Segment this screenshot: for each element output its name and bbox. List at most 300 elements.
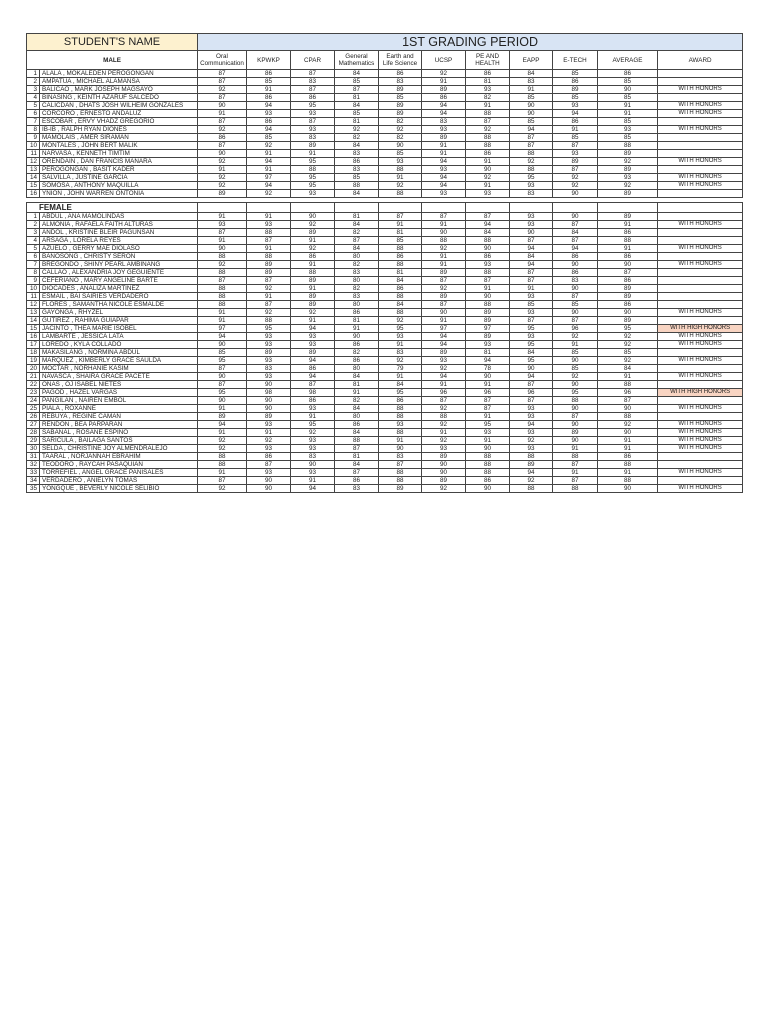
grade-cell: 91 [247, 213, 291, 221]
row-number: 31 [27, 453, 40, 461]
grade-cell: 90 [510, 365, 553, 373]
grade-cell: 89 [553, 86, 598, 94]
grade-cell: 87 [510, 142, 553, 150]
table-row [27, 150, 743, 158]
grade-cell: 86 [198, 134, 247, 142]
grade-cell: 84 [335, 405, 379, 413]
student-name: AMPATUA , MICHAEL ALAMANSA [40, 78, 198, 86]
grade-cell: 87 [291, 118, 335, 126]
grade-cell: 90 [198, 245, 247, 253]
grade-cell: 93 [247, 357, 291, 365]
grade-cell: 85 [510, 118, 553, 126]
row-number: 9 [27, 134, 40, 142]
empty-cell [658, 203, 743, 213]
table-row [27, 174, 743, 182]
table-row [27, 421, 743, 429]
grade-cell: 91 [553, 341, 598, 349]
grade-cell: 85 [335, 110, 379, 118]
average-cell: 89 [598, 150, 658, 158]
grade-cell: 93 [466, 429, 510, 437]
row-number: 12 [27, 158, 40, 166]
student-name: CEFERIANO , MARY ANGELINE BARTE [40, 277, 198, 285]
grade-cell: 94 [291, 485, 335, 493]
row-number: 5 [27, 102, 40, 110]
grade-cell: 91 [291, 261, 335, 269]
grade-cell: 88 [335, 437, 379, 445]
award-cell: WITH HONORS [658, 421, 743, 429]
female-section-row [27, 203, 743, 213]
grade-cell: 86 [335, 309, 379, 317]
award-cell [658, 237, 743, 245]
grade-cell: 89 [379, 110, 422, 118]
average-cell: 85 [598, 118, 658, 126]
award-cell [658, 70, 743, 78]
grade-cell: 85 [553, 134, 598, 142]
award-cell: WITH HONORS [658, 110, 743, 118]
row-number: 10 [27, 285, 40, 293]
column-header-average: AVERAGE [598, 51, 658, 70]
grade-cell: 93 [379, 158, 422, 166]
student-name: MARQUEZ , KIMBERLY GRACE SAULDA [40, 357, 198, 365]
grade-cell: 83 [335, 150, 379, 158]
grade-cell: 82 [335, 261, 379, 269]
grade-cell: 92 [422, 245, 466, 253]
average-cell: 90 [598, 309, 658, 317]
grade-cell: 85 [379, 237, 422, 245]
student-name: SABANAL , ROSANE ESPINO [40, 429, 198, 437]
grade-cell: 86 [466, 70, 510, 78]
grade-cell: 94 [422, 373, 466, 381]
average-cell: 92 [598, 341, 658, 349]
grade-cell: 87 [466, 405, 510, 413]
female-section-header: FEMALE [27, 203, 198, 213]
grade-cell: 92 [198, 182, 247, 190]
grade-cell: 91 [379, 174, 422, 182]
grade-cell: 90 [466, 485, 510, 493]
table-row [27, 253, 743, 261]
grade-cell: 88 [198, 285, 247, 293]
grade-cell: 95 [291, 174, 335, 182]
grade-cell: 92 [291, 221, 335, 229]
grade-cell: 90 [198, 341, 247, 349]
grade-cell: 98 [291, 389, 335, 397]
grade-cell: 88 [379, 429, 422, 437]
grade-cell: 91 [422, 142, 466, 150]
grade-cell: 85 [510, 94, 553, 102]
grade-cell: 87 [247, 277, 291, 285]
student-name: BALICAO , MARK JOSEPH MAGSAYO [40, 86, 198, 94]
table-row [27, 277, 743, 285]
grade-cell: 95 [291, 102, 335, 110]
grade-cell: 82 [466, 94, 510, 102]
average-cell: 87 [598, 269, 658, 277]
grade-cell: 90 [553, 261, 598, 269]
grade-cell: 93 [510, 221, 553, 229]
average-cell: 89 [598, 293, 658, 301]
average-cell: 91 [598, 110, 658, 118]
grade-cell: 91 [247, 293, 291, 301]
table-row [27, 373, 743, 381]
grade-cell: 84 [335, 373, 379, 381]
award-cell: WITH HONORS [658, 182, 743, 190]
award-cell [658, 229, 743, 237]
grade-cell: 85 [247, 78, 291, 86]
student-name: JACINTO , THEA MARIE ISOBEL [40, 325, 198, 333]
grade-cell: 94 [422, 102, 466, 110]
table-row [27, 301, 743, 309]
student-name: YONGQUE , BEVERLY NICOLE SELIBIO [40, 485, 198, 493]
grade-cell: 92 [379, 182, 422, 190]
table-row [27, 118, 743, 126]
grade-cell: 92 [379, 357, 422, 365]
grade-cell: 93 [553, 150, 598, 158]
grade-cell: 94 [422, 110, 466, 118]
grade-cell: 92 [553, 182, 598, 190]
grade-cell: 87 [291, 70, 335, 78]
grade-cell: 90 [422, 469, 466, 477]
award-cell: WITH HIGH HONORS [658, 325, 743, 333]
grade-cell: 93 [291, 405, 335, 413]
average-cell: 91 [598, 245, 658, 253]
table-row [27, 285, 743, 293]
grade-cell: 87 [510, 269, 553, 277]
average-cell: 89 [598, 285, 658, 293]
grade-cell: 88 [198, 269, 247, 277]
grade-cell: 87 [247, 461, 291, 469]
grade-cell: 83 [422, 118, 466, 126]
grade-cell: 84 [335, 142, 379, 150]
grade-cell: 86 [335, 421, 379, 429]
column-header-pe-and-health: PE AND HEALTH [466, 51, 510, 70]
grade-cell: 88 [291, 166, 335, 174]
average-cell: 90 [598, 485, 658, 493]
grade-cell: 92 [198, 445, 247, 453]
average-cell: 88 [598, 461, 658, 469]
average-cell: 84 [598, 365, 658, 373]
award-cell: WITH HONORS [658, 86, 743, 94]
grade-cell: 87 [553, 461, 598, 469]
grade-cell: 88 [379, 309, 422, 317]
grade-cell: 88 [422, 413, 466, 421]
grade-cell: 82 [335, 285, 379, 293]
grade-cell: 91 [422, 317, 466, 325]
table-row [27, 389, 743, 397]
grade-cell: 85 [379, 150, 422, 158]
grading-period-header: 1ST GRADING PERIOD [198, 34, 743, 51]
grade-cell: 88 [510, 453, 553, 461]
student-name: RENDON , BEA PARPARAN [40, 421, 198, 429]
average-cell: 90 [598, 429, 658, 437]
row-number: 26 [27, 413, 40, 421]
average-cell: 89 [598, 166, 658, 174]
grade-cell: 81 [335, 453, 379, 461]
grade-cell: 88 [379, 477, 422, 485]
grade-cell: 93 [247, 469, 291, 477]
grade-cell: 90 [247, 397, 291, 405]
table-row [27, 110, 743, 118]
award-cell: WITH HONORS [658, 126, 743, 134]
empty-cell [422, 203, 466, 213]
grade-cell: 86 [247, 70, 291, 78]
grade-cell: 83 [247, 365, 291, 373]
student-name: MAMOLAIS , AMER SIRAMAN [40, 134, 198, 142]
grade-cell: 84 [510, 70, 553, 78]
grade-cell: 87 [466, 213, 510, 221]
grade-cell: 87 [553, 477, 598, 485]
table-row [27, 213, 743, 221]
student-name: SOMOSA , ANTHONY MAQUILLA [40, 182, 198, 190]
student-name: TORREFIEL , ANGEL GRACE PANISALES [40, 469, 198, 477]
student-name: GAYONGA , RHYZEL [40, 309, 198, 317]
grade-cell: 84 [335, 245, 379, 253]
grade-cell: 81 [379, 269, 422, 277]
grade-cell: 86 [553, 269, 598, 277]
average-cell: 86 [598, 277, 658, 285]
grade-cell: 92 [198, 174, 247, 182]
award-cell: WITH HONORS [658, 174, 743, 182]
grade-cell: 92 [247, 309, 291, 317]
grade-cell: 89 [291, 293, 335, 301]
row-number: 18 [27, 349, 40, 357]
grade-cell: 94 [510, 126, 553, 134]
grade-cell: 92 [422, 285, 466, 293]
grade-cell: 86 [466, 253, 510, 261]
grade-cell: 89 [422, 293, 466, 301]
grade-cell: 93 [247, 373, 291, 381]
grade-cell: 90 [510, 110, 553, 118]
grade-cell: 93 [291, 341, 335, 349]
grade-cell: 93 [510, 213, 553, 221]
award-cell [658, 293, 743, 301]
student-name: AZUELO , GERRY MAE DIOLASO [40, 245, 198, 253]
award-cell: WITH HONORS [658, 221, 743, 229]
grade-cell: 90 [198, 397, 247, 405]
grade-cell: 88 [466, 453, 510, 461]
row-number: 24 [27, 397, 40, 405]
student-name: BREGONDO , SHINY PEARL AMBINANG [40, 261, 198, 269]
grade-cell: 86 [335, 341, 379, 349]
average-cell: 91 [598, 221, 658, 229]
grade-cell: 93 [510, 413, 553, 421]
grade-cell: 89 [291, 229, 335, 237]
column-header-eapp: EAPP [510, 51, 553, 70]
row-number: 35 [27, 485, 40, 493]
grade-cell: 91 [379, 373, 422, 381]
grade-cell: 91 [466, 102, 510, 110]
grade-cell: 89 [466, 333, 510, 341]
table-row [27, 134, 743, 142]
grade-cell: 85 [335, 174, 379, 182]
student-name: IB-IB , RALPH RYAN DIONES [40, 126, 198, 134]
row-number: 5 [27, 245, 40, 253]
grade-cell: 87 [510, 277, 553, 285]
grade-cell: 91 [553, 126, 598, 134]
grade-cell: 94 [466, 221, 510, 229]
average-cell: 85 [598, 134, 658, 142]
grade-cell: 92 [335, 126, 379, 134]
grade-cell: 94 [466, 357, 510, 365]
student-name: LOREDO , KYLA COLLADO [40, 341, 198, 349]
student-name: MOCTAR , NORHANIE KASIM [40, 365, 198, 373]
grade-cell: 93 [379, 421, 422, 429]
grade-cell: 88 [198, 453, 247, 461]
grade-cell: 92 [422, 485, 466, 493]
average-cell: 93 [598, 174, 658, 182]
table-row [27, 413, 743, 421]
award-cell: WITH HONORS [658, 437, 743, 445]
award-cell: WITH HONORS [658, 485, 743, 493]
grade-cell: 88 [198, 293, 247, 301]
grade-cell: 93 [291, 190, 335, 198]
grade-cell: 91 [198, 429, 247, 437]
grade-cell: 87 [198, 277, 247, 285]
grade-cell: 88 [379, 190, 422, 198]
grade-cell: 94 [553, 110, 598, 118]
grade-cell: 82 [335, 229, 379, 237]
award-cell [658, 277, 743, 285]
table-row [27, 397, 743, 405]
grade-cell: 92 [198, 86, 247, 94]
award-cell [658, 365, 743, 373]
grade-cell: 95 [379, 389, 422, 397]
grade-cell: 96 [510, 389, 553, 397]
grade-cell: 93 [466, 190, 510, 198]
grade-cell: 86 [379, 285, 422, 293]
grade-cell: 91 [422, 261, 466, 269]
row-number: 12 [27, 301, 40, 309]
student-name: BANOSONG , CHRISTY SERON [40, 253, 198, 261]
grade-cell: 88 [466, 134, 510, 142]
grade-cell: 87 [335, 86, 379, 94]
grade-cell: 82 [335, 134, 379, 142]
column-header-ucsp: UCSP [422, 51, 466, 70]
grade-cell: 90 [379, 142, 422, 150]
grade-cell: 92 [198, 485, 247, 493]
grade-cell: 94 [198, 333, 247, 341]
table-row [27, 158, 743, 166]
row-number: 10 [27, 142, 40, 150]
row-number: 23 [27, 389, 40, 397]
grade-cell: 86 [335, 477, 379, 485]
row-number: 22 [27, 381, 40, 389]
award-cell [658, 94, 743, 102]
award-cell: WITH HONORS [658, 333, 743, 341]
award-cell [658, 269, 743, 277]
grade-cell: 89 [379, 86, 422, 94]
grade-cell: 83 [510, 190, 553, 198]
grade-cell: 89 [247, 413, 291, 421]
grade-cell: 92 [510, 477, 553, 485]
grade-cell: 96 [466, 389, 510, 397]
grade-cell: 91 [466, 413, 510, 421]
grade-cell: 87 [510, 397, 553, 405]
grade-cell: 94 [247, 102, 291, 110]
award-cell: WITH HONORS [658, 357, 743, 365]
grade-cell: 86 [247, 453, 291, 461]
grade-cell: 88 [247, 229, 291, 237]
row-number: 20 [27, 365, 40, 373]
grade-cell: 85 [510, 301, 553, 309]
grade-cell: 89 [422, 134, 466, 142]
grade-cell: 88 [379, 245, 422, 253]
grade-cell: 95 [291, 421, 335, 429]
grade-cell: 91 [247, 166, 291, 174]
grade-cell: 95 [510, 174, 553, 182]
grade-cell: 91 [247, 86, 291, 94]
student-name: LAMBARTE , JESSICA LATA [40, 333, 198, 341]
grade-cell: 92 [379, 126, 422, 134]
column-header-kpwkp: KPWKP [247, 51, 291, 70]
grade-cell: 86 [466, 477, 510, 485]
grade-cell: 92 [422, 405, 466, 413]
average-cell: 91 [598, 469, 658, 477]
grade-cell: 90 [553, 405, 598, 413]
row-number: 6 [27, 253, 40, 261]
row-number: 7 [27, 261, 40, 269]
grade-cell: 93 [466, 341, 510, 349]
grade-cell: 91 [466, 437, 510, 445]
grade-cell: 86 [379, 253, 422, 261]
grade-cell: 92 [198, 437, 247, 445]
row-number: 14 [27, 174, 40, 182]
student-name: MAKASILANG , NORMINA ABDUL [40, 349, 198, 357]
average-cell: 92 [598, 158, 658, 166]
grade-cell: 84 [335, 70, 379, 78]
grade-cell: 87 [291, 381, 335, 389]
table-row [27, 365, 743, 373]
average-cell: 86 [598, 453, 658, 461]
grade-cell: 84 [510, 349, 553, 357]
grade-cell: 93 [422, 357, 466, 365]
column-header-oral-communication: Oral Communication [198, 51, 247, 70]
grade-cell: 89 [291, 301, 335, 309]
table-row [27, 237, 743, 245]
grade-cell: 92 [247, 142, 291, 150]
grade-cell: 88 [466, 469, 510, 477]
column-header-row [27, 51, 743, 70]
grade-cell: 90 [553, 357, 598, 365]
grade-cell: 90 [198, 150, 247, 158]
grade-cell: 86 [247, 118, 291, 126]
grade-cell: 84 [379, 381, 422, 389]
grade-cell: 91 [553, 445, 598, 453]
column-header-award: AWARD [658, 51, 743, 70]
grade-cell: 91 [198, 237, 247, 245]
student-name: SALVILLA , JUSTINE GARCIA [40, 174, 198, 182]
grade-cell: 94 [510, 469, 553, 477]
average-cell: 88 [598, 413, 658, 421]
grade-cell: 93 [247, 341, 291, 349]
grade-cell: 87 [422, 213, 466, 221]
table-row [27, 309, 743, 317]
grade-cell: 87 [422, 277, 466, 285]
award-cell: WITH HONORS [658, 445, 743, 453]
grade-cell: 91 [510, 285, 553, 293]
student-name: TAARAL , NORJANNAH EBRAHIM [40, 453, 198, 461]
grade-cell: 91 [291, 477, 335, 485]
average-cell: 92 [598, 357, 658, 365]
award-cell: WITH HONORS [658, 245, 743, 253]
grade-cell: 93 [247, 421, 291, 429]
row-number: 4 [27, 94, 40, 102]
student-name: TEODORO , RAYCAH PASAQUIAN [40, 461, 198, 469]
grade-cell: 81 [335, 317, 379, 325]
grade-cell: 93 [198, 221, 247, 229]
table-row [27, 405, 743, 413]
grade-cell: 91 [379, 437, 422, 445]
grade-cell: 83 [291, 134, 335, 142]
male-section-header: MALE [27, 51, 198, 70]
